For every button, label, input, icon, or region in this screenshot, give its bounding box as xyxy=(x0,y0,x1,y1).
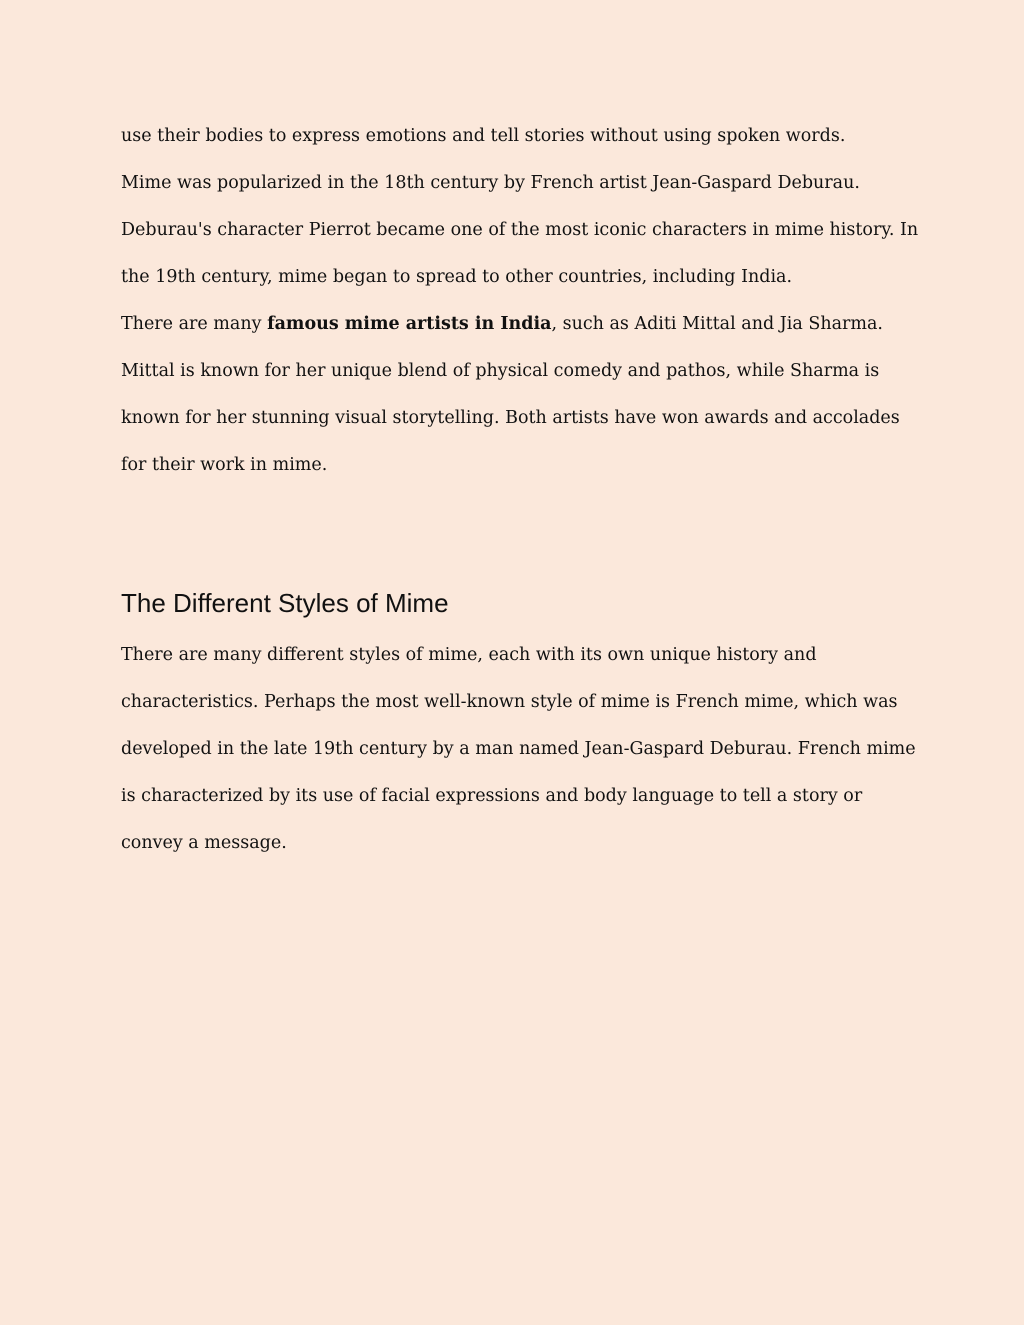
paragraph-famous-artists-rest: , such as Aditi Mittal and Jia Sharma. Mittal is known for her unique blend of physical comedy and pathos, while Sharma is known for her stunning visual storytelling. Both artists have won awards and accolades for their work in mime. xyxy=(121,314,900,475)
paragraph-styles: There are many different styles of mime, each with its own unique history and characteristics. Perhaps the most well-known style of mime is French mime, which was developed in the late 19th century by a man named Jean-Gaspard Deburau. French mime is characterized by its use of facial expressions and body language to tell a story or convey a message. xyxy=(121,645,916,853)
paragraph-famous-artists-lead: There are many xyxy=(121,314,268,334)
paragraph-history: Mime was popularized in the 18th century by French artist Jean-Gaspard Deburau. Deburau's character Pierrot became one of the most iconic characters in mime history. In the 19th century, mime began to spread to other countries, including India. xyxy=(121,173,919,287)
paragraph-famous-artists xyxy=(121,301,921,489)
section-heading-styles-of-mime: The Different Styles of Mime xyxy=(121,588,449,618)
paragraph-intro-continuation: use their bodies to express emotions and tell stories without using spoken words. xyxy=(121,126,846,146)
famous-mime-artists-bold-text: famous mime artists in India xyxy=(267,314,552,334)
document-page xyxy=(121,113,921,867)
